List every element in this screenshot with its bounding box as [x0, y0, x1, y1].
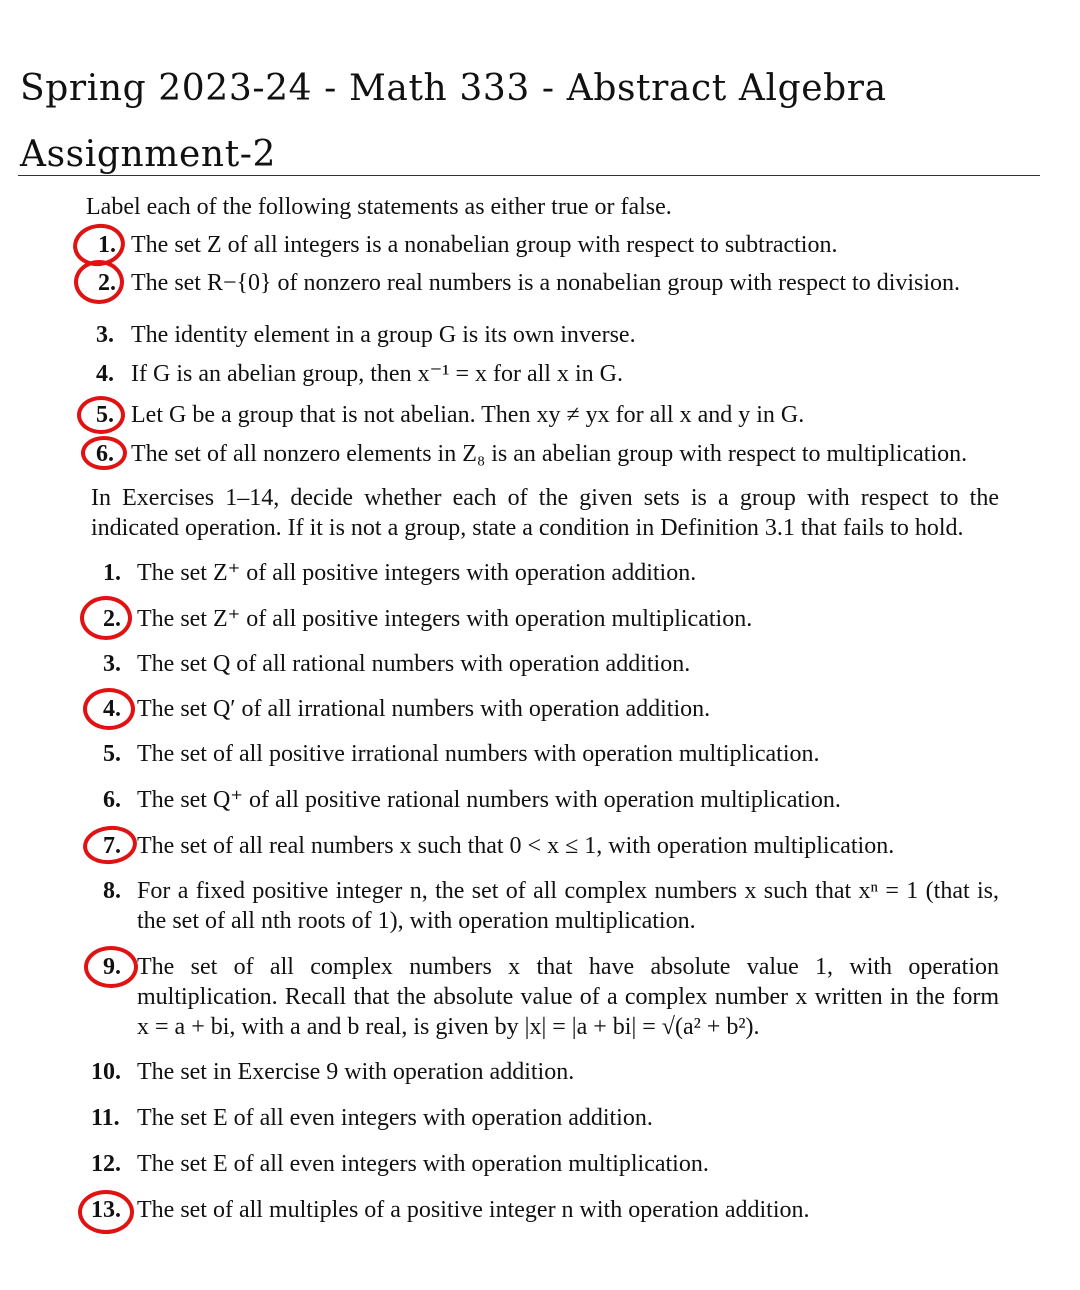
item-number: 2. — [103, 606, 121, 632]
item-text: The set E of all even integers with operation addition. — [137, 1105, 653, 1131]
item-number: 5. — [96, 402, 114, 428]
item-text: The set of all multiples of a positive integer n with operation addition. — [137, 1197, 810, 1223]
item-number: 10. — [91, 1059, 121, 1085]
item-text: The set Q of all rational numbers with operation addition. — [137, 651, 691, 677]
item-text: The set of all positive irrational numbers with operation multiplication. — [137, 741, 820, 767]
item-number: 1. — [103, 560, 121, 586]
item-text: The set Q⁺ of all positive rational numbers with operation multiplication. — [137, 787, 841, 813]
item-text: The set E of all even integers with operation multiplication. — [137, 1151, 709, 1177]
item-number: 7. — [103, 833, 121, 859]
item-number: 11. — [91, 1105, 120, 1131]
assignment-title: Assignment-2 — [20, 134, 277, 175]
item-number: 4. — [96, 361, 114, 387]
item-text: The set of all complex numbers x that have absolute value 1, with operation multiplication. Recall that the absolute value of a complex number x written in the form x = a + bi, with a and b real, is given by |x| = |a + bi| = √(a² + b²). — [137, 954, 999, 1040]
page-title: Spring 2023-24 - Math 333 - Abstract Algebra — [20, 68, 887, 109]
part1-intro: Label each of the following statements as either true or false. — [86, 194, 672, 220]
item-number: 5. — [103, 741, 121, 767]
item-text: The set R−{0} of nonzero real numbers is a nonabelian group with respect to division. — [131, 270, 961, 296]
item-number: 4. — [103, 696, 121, 722]
item-number: 8. — [103, 878, 121, 904]
part2-intro: In Exercises 1–14, decide whether each of the given sets is a group with respect to the indicated operation. If it is not a group, state a condition in Definition 3.1 that fails to hold. — [91, 485, 999, 541]
item-number: 6. — [96, 441, 114, 467]
item-number: 3. — [103, 651, 121, 677]
item-number: 13. — [91, 1197, 121, 1223]
item-text: The set Z of all integers is a nonabelian group with respect to subtraction. — [131, 232, 838, 258]
item-text: If G is an abelian group, then x⁻¹ = x for all x in G. — [131, 361, 623, 387]
item-text: For a fixed positive integer n, the set of all complex numbers x such that xⁿ = 1 (that is, the set of all nth roots of 1), with operation multiplication. — [137, 878, 999, 934]
item-text: The set of all real numbers x such that 0 < x ≤ 1, with operation multiplication. — [137, 833, 895, 859]
item-text: Let G be a group that is not abelian. Then xy ≠ yx for all x and y in G. — [131, 402, 805, 428]
item-text: The set Z⁺ of all positive integers with operation addition. — [137, 560, 697, 586]
item-text: The set Q′ of all irrational numbers with operation addition. — [137, 696, 711, 722]
item-number: 1. — [98, 232, 116, 258]
item-number: 6. — [103, 787, 121, 813]
item-text: The set in Exercise 9 with operation addition. — [137, 1059, 575, 1085]
item-text: The identity element in a group G is its own inverse. — [131, 322, 636, 348]
item-number: 3. — [96, 322, 114, 348]
item-text: The set Z⁺ of all positive integers with operation multiplication. — [137, 606, 753, 632]
item-number: 2. — [98, 270, 116, 296]
item-number: 9. — [103, 954, 121, 980]
item-number: 12. — [91, 1151, 121, 1177]
item-text: The set of all nonzero elements in Z₈ is an abelian group with respect to multiplication. — [131, 441, 968, 467]
title-divider — [18, 175, 1040, 176]
